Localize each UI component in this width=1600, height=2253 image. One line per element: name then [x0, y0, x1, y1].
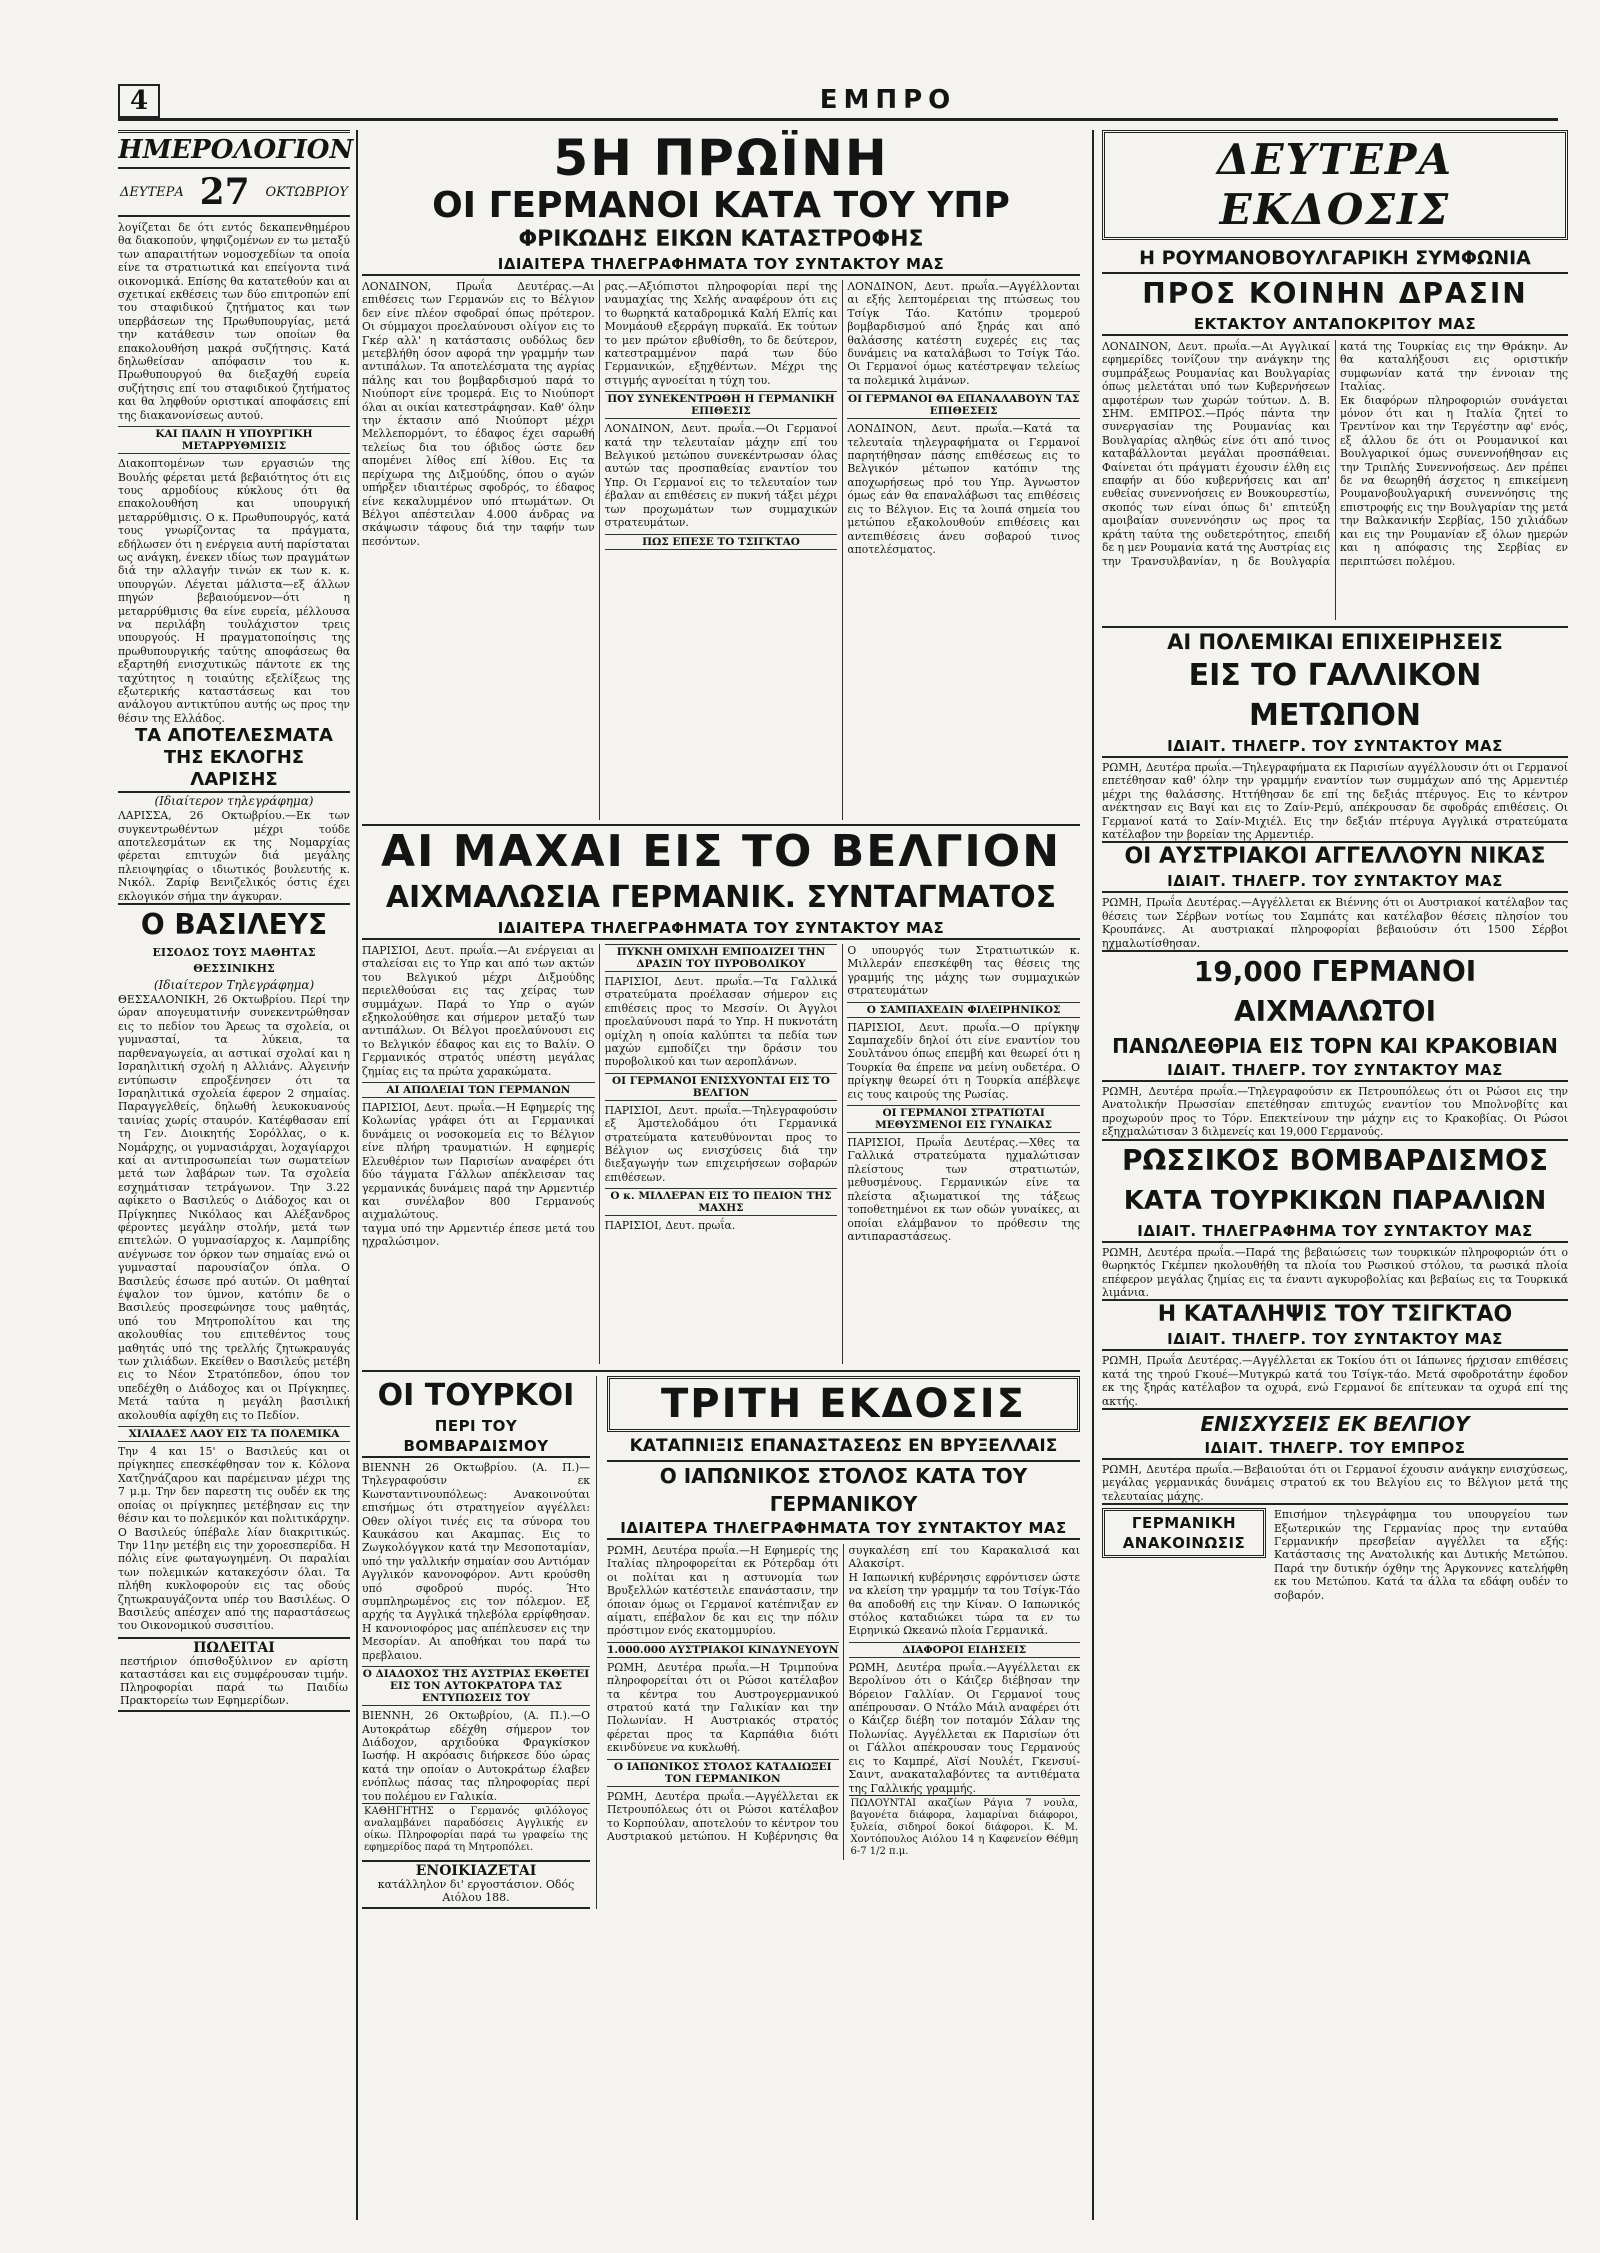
intro-article: λογίζεται δε ότι εντός δεκαπενθημέρου θα διακοπούν, ψηφιζομένων εν τω μεταξύ των απαραιτήτων νομοσχεδίων τα οποία είνε τα στρατιωτικά και επείγοντα τινά οικονομικά. Επίσης θα κατατεθούν και αι σχετικαί εκθέσεις των δύο επιτροπών επί του σταφιδικού ζητήματος και των υπερβάσεων της Πρωθυπουργίας, μετά την κατάθεσιν των οποίων θα επακολουθήση μακρά συζήτησις. Κατά δηλωθείσαν απόφασιν του κ. Πρωθυπουργού θα διεξαχθή ευρεία συζήτησις επί του σταφιδικού ζητήματος και θα ληφθούν οριστικαί αποφάσεις επί της διακανονίσεως αυτού.	[118, 221, 350, 422]
ministry-heading: ΚΑΙ ΠΑΛΙΝ Η ΥΠΟΥΡΓΙΚΗ ΜΕΤΑΡΡΥΘΜΙΣΙΣ	[118, 426, 350, 454]
tsingtao-fell-heading: ΠΩΣ ΕΠΕΣΕ ΤΟ ΤΣΙΓΚΤΑΟ	[605, 534, 838, 550]
panolethria-heading: ΠΑΝΩΛΕΘΡΙΑ ΕΙΣ ΤΟΡΝ ΚΑΙ ΚΡΑΚΟΒΙΑΝ	[1112, 1034, 1558, 1059]
calendar-title: ΗΜΕΡΟΛΟΓΙΟΝ	[118, 130, 350, 169]
million-heading: 1.000.000 ΑΥΣΤΡΙΑΚΟΙ ΚΙΝΔΥΝΕΥΟΥΝ	[607, 1643, 839, 1656]
center-column	[362, 130, 1080, 2220]
agreement-heading: Η ΡΟΥΜΑΝΟΒΟΥΛΓΑΡΙΚΗ ΣΥΜΦΩΝΙΑ	[1102, 244, 1568, 274]
muster-heading: ΧΙΛΙΑΔΕΣ ΛΑΟΥ ΕΙΣ ΤΑ ΠΟΛΕΜΙΚΑ	[118, 1426, 350, 1442]
renew-article: ΛΟΝΔΙΝΟΝ, Δευτ. πρωΐα.—Κατά τα τελευταία τηλεγραφήματα οι Γερμανοί παρητήθησαν πάσης επιθέσεως εις το Βελγικόν μέτωπον κατόπιν της αποχωρήσεως πρό του Υπρ. Άγνωστον όμως εάν θα επαναλάβωσι τας επιθέσεις εις το Βέλγιον. Εις τα λοιπά σημεία του μετώπου εξακολουθούν επιθέσεις και αντεπιθέσεις άνευ σοβαρού τινος αποτελέσματος.	[847, 422, 1080, 556]
reinforcements-belgium-article: ΡΩΜΗ, Δευτέρα πρωΐα.—Βεβαιούται ότι οι Γερμανοί έχουσιν ανάγκην ενισχύσεως, μεγάλας γερμανικάς δυνάμεις στρατού εκ του Βελγίου εις το Βέλγιον μετά της τελευταίας μάχης.	[1102, 1462, 1568, 1503]
captives-heading: 19,000 ΓΕΡΜΑΝΟΙ ΑΙΧΜΑΛΩΤΟΙ	[1102, 950, 1568, 1032]
cables-heading-3: ΙΔΙΑΙΤΕΡΑ ΤΗΛΕΓΡΑΦΗΜΑΤΑ ΤΟΥ ΣΥΝΤΑΚΤΟΥ ΜΑΣ	[607, 1518, 1080, 1540]
millerand-followup: Ο υπουργός των Στρατιωτικών κ. Μιλλεράν επεσκέφθη τας θέσεις της γραμμής της μάχης των συμμαχικών στρατευμάτων	[847, 944, 1080, 998]
losses-heading: ΑΙ ΑΠΩΛΕΙΑΙ ΤΩΝ ΓΕΡΜΑΝΩΝ	[362, 1082, 595, 1098]
king-source: (Ιδιαίτερον Τηλεγράφημα)	[153, 978, 315, 993]
turks-heading: ΟΙ ΤΟΥΡΚΟΙ	[377, 1378, 575, 1413]
calendar-day-name: ΔΕΥΤΕΡΑ	[120, 184, 184, 200]
dense-fog-heading: ΠΥΚΝΗ ΟΜΙΧΛΗ ΕΜΠΟΔΙΖΕΙ ΤΗΝ ΔΡΑΣΙΝ ΤΟΥ ΠΥΡΟΒΟΛΙΚΟΥ	[605, 944, 838, 972]
sambaxedin-article: ΠΑΡΙΣΙΟΙ, Δευτ. πρωΐα.—Ο πρίγκηψ Σαμπαχεδίν δηλοί ότι είνε εναντίον του Σουλτάνου όπως επεμβή και θεωρεί ότι η Τουρκία θα έπρεπε να μείνη ουδετέρα. Ο πρίγκηψ θεωρεί ότι η Τουρκία απέβλεψε εις τους καιρούς της Ρωσίας.	[847, 1020, 1080, 1101]
various-heading: ΔΙΑΦΟΡΟΙ ΕΙΔΗΣΕΙΣ	[849, 1642, 1081, 1658]
tsingtao-article: ΡΩΜΗ, Πρωΐα Δευτέρας.—Αγγέλλεται εκ Τοκίου ότι οι Ιάπωνες ήρχισαν επιθέσεις κατά της τηρού Γκουέ—Μυτγκρώ κατά του Τσίγκ-τάο. Μετά σφοδροτάτην έφοδον εκ της ξηράς κατέλαβον τα οχυρά, ενώ Γερμανοί δε επίτευκαν τα οχυρά επί της ακτής.	[1102, 1354, 1568, 1408]
right-column	[1092, 130, 1568, 2220]
calendar-box	[118, 130, 354, 217]
muster-article: Την 4 και 15' ο Βασιλεύς και οι πρίγκηπες επεσκέφθησαν τον κ. Κόλονα Χατζηνάζαρου και παρέμειναν μέχρι της 7 μ.μ. Την δεν παρεστη τις ουδέν εκ της οποίας οι πρίγκηπες μετέβησαν εις την θέσιν και το πολεμικόν και πολιτικάρχην. Ο Βασιλεύς ύπέβαλε λίαν διακριτικώς. Την 11ην μετέβη εις την χοροεσπερίδα. Η πόλις είνε φωταγωγημένη. Οι παραλίαι των πολεμικών κατακεχόσιν όλαι. Τα πλήθη κυκλοφορούν εις τας οδούς ζητωκραυγάζοντα υπέρ του Βασιλέως. Ο Βασιλεύς απέσχεν από της παραστάσεως του Οικονομικού συσσιτίου.	[118, 1445, 350, 1633]
austrians-article: ΡΩΜΗ, Πρωΐα Δευτέρας.—Αγγέλλεται εκ Βιέννης ότι οι Αυστριακοί κατέλαβον τας θέσεις των Σέρβων νοτίως του Σαμπάτς και κατέλαβον θέσεις πλησίον του Κρουπάνες. Αι αυστριακαί πληροφορίαι βεβαιούσιν ότι 1500 Σέρβοι ηχμαλωτίσθησαν.	[1102, 896, 1568, 950]
millerand-heading: Ο κ. ΜΙΛΛΕΡΑΝ ΕΙΣ ΤΟ ΠΕΔΙΟΝ ΤΗΣ ΜΑΧΗΣ	[605, 1188, 838, 1216]
morning-edition-heading: 5Η ΠΡΩΪΝΗ	[553, 130, 889, 187]
women-article: ΠΑΡΙΣΙΟΙ, Πρωΐα Δευτέρας.—Χθες τα Γαλλικά στρατεύματα ηχμαλώτισαν πλείστους των στρατιωτών, μεθυσμένους. Γερμανικών είνε τα πλείστα αξιωματικοί της τάξεως τοποθετημένοι εκ των οδών γυναίκες, αι οποίαι ελάμβανον το πρόθεσιν της αντιπαραστάσεως.	[847, 1136, 1080, 1243]
renew-heading: ΟΙ ΓΕΡΜΑΝΟΙ ΘΑ ΕΠΑΝΑΛΑΒΟΥΝ ΤΑΣ ΕΠΙΘΕΣΕΙΣ	[847, 393, 1080, 418]
larissa-source: (Ιδιαίτερον τηλεγράφημα)	[154, 794, 314, 809]
belgium-article-b: ταγμα υπό την Αρμεντιέρ έπεσε μετά του ηχραλώσιμον.	[362, 1221, 595, 1249]
rent-ad	[362, 1860, 590, 1909]
lower-center	[362, 1370, 1080, 1909]
dense-fog-article: ΠΑΡΙΣΙΟΙ, Δευτ. πρωΐα.—Τα Γαλλικά στρατεύματα προέλασαν σήμερον εις επιθέσεις προς το Μεσσίν. Οι Άγγλοι προελαύνουσι παρά το Υπρ. Η πυκνοτάτη ομίχλη η οποία καλύπτει τα πεδία των μαχών εμποδίζει την δράσιν του πυροβολικού και των αεροπλάνων.	[604, 975, 838, 1069]
bombardment-subheading: ΙΔΙΑΙΤ. ΤΗΛΕΓΡΑΦΗΜΑ ΤΟΥ ΣΥΝΤΑΚΤΟΥ ΜΑΣ	[1102, 1221, 1568, 1243]
belgium-articles	[362, 944, 1080, 1364]
tsingtao-fell-article: ΛΟΝΔΙΝΟΝ, Δευτ. πρωΐα.—Αγγέλλονται αι εξής λεπτομέρειαι της πτώσεως του Τσίγκ Τάο. Κατόπιν τρομερού βομβαρδισμού από ξηράς και από θαλάσσης κατέστη ευχερές εις τας δυνάμεις να καταλάβωσι το Τσίγκ Τάο. Οι Γερμανοί όμως κατέστρεψαν τελείως τα πολεμικά λιμάνων.	[847, 280, 1080, 387]
king-heading: Ο ΒΑΣΙΛΕΥΣ	[118, 903, 350, 945]
austrians-subheading: ΙΔΙΑΙΤ. ΤΗΛΕΓΡ. ΤΟΥ ΣΥΝΤΑΚΤΟΥ ΜΑΣ	[1102, 871, 1568, 893]
king-subheading: ΕΙΣΟΔΟΣ ΤΟΥΣ ΜΑΘΗΤΑΣ ΘΕΣΣΙΝΙΚΗΣ	[152, 946, 316, 976]
ypres-articles	[362, 280, 1080, 820]
ypres-article-a: ΛΟΝΔΙΝΟΝ, Πρωΐα Δευτέρας.—Αι επιθέσεις των Γερμανών εις το Βέλγιον δεν είνε πλέον σφοδραί όπως πρότερον. Οι σύμμαχοι προελαύνουσι ολίγον εις το Γκέρ αλλ' η κατάστασις ουδόλως δεν μετεβλήθη όσον αφορά την γραμμήν των αντιπάλων. Τα αποτελέσματα της αγρίας πάλης και του βομβαρδισμού παρά το Νιούπορτ είνε τρομερά. Εις το Νιούπορτ όλαι αι οικίαι κατεστράφησαν. Καθ' όλην την έκτασιν από Νιούπορτ μέχρι Μελλεπορμόντ, το έδαφος έχει σαρωθή τελείως δια του όβιδος ώστε δεν απομένει λίθος επί λίθου. Εις τα περίχωρα της Διξμούδης, όπου ο αγών υπήρξεν ιδιαιτέρως σφοδρός, το έδαφος είνε κεκαλυμμένον υπό πτωμάτων. Οι Βέλγοι απέστειλαν 4.000 άνδρας να σκάψωσιν τάφους διά την ταφήν των πεσόντων.	[362, 280, 595, 548]
tsingtao-heading: Η ΚΑΤΑΛΗΨΙΣ ΤΟΥ ΤΣΙΓΚΤΑΟ	[1102, 1299, 1568, 1329]
rent-ad-text: κατάλληλον δι' εργοστάσιον. Οδός Αιόλου 188.	[377, 1877, 575, 1904]
japan-fleet-heading: Ο ΙΑΠΩΝΙΚΟΣ ΣΤΟΛΟΣ ΚΑΤΑΔΙΩΞΕΙ ΤΟΝ ΓΕΡΜΑΝΙΚΟΝ	[607, 1759, 839, 1787]
women-heading: ΟΙ ΓΕΡΜΑΝΟΙ ΣΤΡΑΤΙΩΤΑΙ ΜΕΘΥΣΜΕΝΟΙ ΕΙΣ ΓΥΝΑΙΚΑΣ	[847, 1105, 1080, 1133]
third-edition-articles	[607, 1544, 1080, 1860]
larissa-heading: ΤΑ ΑΠΟΤΕΛΕΣΜΑΤΑ ΤΗΣ ΕΚΛΟΓΗΣ ΛΑΡΙΣΗΣ	[118, 725, 350, 793]
agreement-articles	[1102, 340, 1568, 620]
turkish-coast-heading: ΚΑΤΑ ΤΟΥΡΚΙΚΩΝ ΠΑΡΑΛΙΩΝ	[1123, 1185, 1547, 1216]
calendar-date	[118, 169, 350, 215]
teacher-ad: ΚΑΘΗΓΗΤΗΣ ο Γερμανός φιλόλογος αναλαμβάνει παραδόσεις Αγγλικής εν οίκω. Πληροφορίαι παρά τω γραφείω της εφημερίδος παρά τη Μητροπόλει.	[362, 1803, 590, 1856]
japan-fleet-article: ΡΩΜΗ, Δευτέρα πρωΐα.—Αγγέλλεται εκ Πετρουπόλεως ότι οι Ρώσοι κατέλαβον το Κορπούλαν, αποτελούν το κέντρον του Αυστριακού μετώπου. Η Κυβέρνησις θα συγκαλέση επί του Καρακαλισά και Αλακσίρτ.	[607, 1544, 1080, 1843]
third-article-b: Η Ιαπωνική κυβέρνησις εφρόντισεν ώστε να κλείση την γραμμήν τα του Τσίγκ-Τάο θα αποδοθή εις την Κίναν. Ο Ιαπωνικός στόλος καταδιώκει τώρα τα εν τω Ειρηνικώ Ωκεανώ πλοία Γερμανικά.	[848, 1570, 1080, 1638]
page-number: 4	[118, 84, 160, 118]
third-article-a: ΡΩΜΗ, Δευτέρα πρωΐα.—Η Εφημερίς της Ιταλίας πληροφορείται εκ Ρότερδαμ ότι οι πολίται και η αστυνομία των Βρυξελλών κατέστειλε επανάστασιν, την όποιαν όμως οι Γερμανοί κατέπνιξαν εν αίματι, επέβαλον δε και εις την πόλιν πρόστιμον ενός εκατομμυρίου.	[607, 1544, 839, 1638]
common-action-heading: ΠΡΟΣ ΚΟΙΝΗΝ ΔΡΑΣΙΝ	[1142, 277, 1528, 310]
captives-article: ΡΩΜΗ, Δευτέρα πρωΐα.—Τηλεγραφούσιν εκ Πετρουπόλεως ότι οι Ρώσοι εις την Ανατολικήν Πρωσσίαν επετέθησαν επιτυχώς εναντίον του Μπολνοβίτς και προχωρούν προς το Τόρν. Επεκτείνουν την μάχην εις το Κρακοβίας. Οι Ρώσοι εξηχμαλώτισαν 3 διλμενείς και 19,000 Γερμανούς.	[1102, 1085, 1568, 1139]
belgium-article-a: ΠΑΡΙΣΙΟΙ, Δευτ. πρωΐα.—Αι ενέργειαι αι σταλείσαι εις το Υπρ και από των ακτών του Βελγικού μέχρι Διξμούδης περιελθούσαι εις τας χείρας των συμμάχων. Παρά το Υπρ ο αγών εξηκολούθησε και σήμερον μεταξύ των αντιπάλων. Οι Βέλγοι προελαύνουσι εις το Βελγικόν έδαφος και εις το Βαλίν. Ο Γερμανικός στρατός υπέστη μεγάλας ζημίας εις τα πρώτα χαρακώματα.	[362, 944, 595, 1078]
second-edition-heading: ΔΕΥΤΕΡΑ ΕΚΔΟΣΙΣ	[1102, 130, 1568, 240]
horrific-scene-heading: ΦΡΙΚΩΔΗΣ ΕΙΚΩΝ ΚΑΤΑΣΤΡΟΦΗΣ	[518, 227, 924, 252]
battles-belgium-heading: ΑΙ ΜΑΧΑΙ ΕΙΣ ΤΟ ΒΕΛΓΙΟΝ	[362, 824, 1080, 878]
reinforcements-article: ΠΑΡΙΣΙΟΙ, Δευτ. πρωΐα.—Τηλεγραφούσιν εξ Άμστελοδάμου ότι Γερμανικά στρατεύματα κατευθύνονται προς το Βέλγιον ως ενισχύσεις διά την διεξαγωγήν των επιχειρήσεων σοβαρών επιθέσεων.	[604, 1103, 838, 1184]
millerand-article: ΠΑΡΙΣΙΟΙ, Δευτ. πρωΐα.	[604, 1219, 736, 1233]
austria-article: ΒΙΕΝΝΗ, 26 Οκτωβρίου, (Α. Π.).—Ο Αυτοκράτωρ εδέχθη σήμερον τον Διάδοχον, αρχιδούκα Φραγκίσκον Ιωσήφ. Η ακρόασις διήρκεσε δύο ώρας κατά την οποίαν ο Αυτοκράτωρ έλαβεν ενόπλως πάσας τας πληροφορίας περί του πολέμου εν Γαλικία.	[362, 1709, 590, 1803]
cables-heading: ΙΔΙΑΙΤΕΡΑ ΤΗΛΕΓΡΑΦΗΜΑΤΑ ΤΟΥ ΣΥΝΤΑΚΤΟΥ ΜΑΣ	[362, 254, 1080, 276]
germans-ypres-heading: ΟΙ ΓΕΡΜΑΝΟΙ ΚΑΤΑ ΤΟΥ ΥΠΡ	[432, 185, 1010, 226]
austrians-heading: ΟΙ ΑΥΣΤΡΙΑΚΟΙ ΑΓΓΕΛΛΟΥΝ ΝΙΚΑΣ	[1102, 841, 1568, 871]
operations-article: ΡΩΜΗ, Δευτέρα πρωΐα.—Τηλεγραφήματα εκ Παρισίων αγγέλλουσιν ότι οι Γερμανοί επετέθησαν καθ' όλην την γραμμήν εναντίον των συμμάχων από της Αρμεντιέρ μέχρι της θαλάσσης. Ηττήθησαν δε επί της δεξιάς πτέρυγος. Εις το κέντρον ανέκτησαν εις Βαγί και εις το Ζαίν-Ρεμύ, απέκρουσαν δε σφοδράς επιθέσεις. Οι Γερμανοί κατά το Σαίν-Μιχιέλ. Εις την δεξιάν πτέρυγα Αγγλικά στρατεύματα κατέλαβον την βορείαν της Αρμεντιέρ.	[1102, 761, 1568, 842]
reinforcements-belgium-subheading: ΙΔΙΑΙΤ. ΤΗΛΕΓΡ. ΤΟΥ ΕΜΠΡΟΣ	[1102, 1438, 1568, 1460]
extra-correspondent-heading: ΕΚΤΑΚΤΟΥ ΑΝΤΑΠΟΚΡΙΤΟΥ ΜΑΣ	[1102, 314, 1568, 336]
page-header-bar	[118, 84, 1558, 121]
ministry-article: Διακοπτομένων των εργασιών της Βουλής φέρεται μετά βεβαιότητος ότι εις τους αρμοδίους κύκλους ότι θα επακολουθήση και υπουργική μεταρρύθμισις. Ο κ. Πρωθυπουργός, κατά τους γνωρίζοντας τα πράγματα, εδήλωσεν ότι η ενέργεια αυτή παρίσταται ως ανάγκη, ένεκεν ιδίως των πραγμάτων διά την αλλαγήν τινών εκ των κ. κ. υπουργών. Λέγεται μάλιστα—εξ άλλων πηγών βεβαιούμενον—ότι η μεταρρύθμισις θα είνε ευρεία, μέλλουσα να περιλάβη τουλάχιστον τρεις υπουργούς. Η πραγματοποίησις της πρωθυπουργικής ταύτης αποφάσεως θα εξαρτηθή ενισχυτικώς πάντοτε εκ της ταχύτητος η τοιαύτης εξελίξεως της εξωτερικής καταστάσεως και του ανάλογου αντικτύπου αυτής ως προς την θέσιν της Ελλάδος.	[118, 457, 350, 725]
turks-article: ΒΙΕΝΝΗ 26 Οκτωβρίου. (Α. Π.)—Τηλεγραφούσιν εκ Κωνσταντινουπόλεως: Ανακοινούται επισήμως ότι στρατηγείον αγγέλλει: Οθεν ολίγοι τινές εις τα σύνορα του Καυκάσου και Ακαμπας. Εις το Ζωγκολόγγκον κατά την Μεσοποταμίαν, υπό την γαλλικήν σημαίαν σου Αντιόμαν Αγγλικόν κανονοφόρον. Αντι κρούσθη υπό σφοδρού πυρός. Ήτο συμπληρωμένος εις τον πόλεμον. Εξ αρχής τα Αγγλικά τηλεβόλα ερρίφθησαν. Η κανονιοφόρος μας απέπλευσεν εις την Μεσορίαν. Αι αποθήκαι του παρά τω πρεβλαιου.	[362, 1461, 590, 1662]
austria-heading: Ο ΔΙΑΔΟΧΟΣ ΤΗΣ ΑΥΣΤΡΙΑΣ ΕΚΘΕΤΕΙ ΕΙΣ ΤΟΝ ΑΥΤΟΚΡΑΤΟΡΑ ΤΑΣ ΕΝΤΥΠΩΣΕΙΣ ΤΟΥ	[362, 1668, 590, 1705]
bombardment-heading: ΡΩΣΣΙΚΟΣ ΒΟΜΒΑΡΔΙΣΜΟΣ	[1102, 1139, 1568, 1181]
announcement-heading: ΓΕΡΜΑΝΙΚΗ ΑΝΑΚΟΙΝΩΣΙΣ	[1102, 1508, 1266, 1558]
masthead-title: ΕΜΠΡΟ	[819, 85, 957, 115]
concentration-heading: ΠΟΥ ΣΥΝΕΚΕΝΤΡΩΘΗ Η ΓΕΡΜΑΝΙΚΗ ΕΠΙΘΕΣΙΣ	[605, 391, 838, 419]
japanese-heading: Ο ΙΑΠΩΝΙΚΟΣ ΣΤΟΛΟΣ ΚΑΤΑ ΤΟΥ ΓΕΡΜΑΝΙΚΟΥ	[659, 1464, 1028, 1516]
turks-section	[362, 1376, 597, 1909]
captives-subheading: ΙΔΙΑΙΤ. ΤΗΛΕΓΡ. ΤΟΥ ΣΥΝΤΑΚΤΟΥ ΜΑΣ	[1102, 1060, 1568, 1082]
ypres-article-b: ρας.—Αξιόπιστοι πληροφορίαι περί της ναυμαχίας της Χελής αναφέρουν ότι εις το θωρηκτά καταδρομικά Καλή Ελπίς και Μονμάουθ εξερράγη πυρκαϊά. Εκ τούτων το μεν πρώτον εβυθίσθη, το δε δεύτερον, κατεστραμμένον παρά των δύο Γερμανικών, εξηχθέντων. Μέχρι της στιγμής αγνοείται η τύχη του.	[604, 280, 838, 387]
sale-ad-2: ΠΩΛΟΥΝΤΑΙ ακαζίων Ράγια 7 νουλα, βαγονέτα διάφορα, λαμαρίναι διάφοροι, ξυλεία, σιδηροί δοκοί διάφοροι. Κ. Μ. Χοντόπουλος Αιόλου 14 η Καφενείον Θέθμη 6-7 1/2 π.μ.	[849, 1795, 1081, 1860]
million-article: ΡΩΜΗ, Δευτέρα πρωΐα.—Η Τριμπούνα πληροφορείται ότι οι Ρώσοι κατέλαβον τα κέντρα του Αυστρογερμανικού στρατού κατά την Γαλικίαν και την Πολωνίαν. Η Αυστριακός στρατός φέρεται προς τα Καρπάθια διότι εκινδύνευε να κυκλωθή.	[607, 1660, 839, 1755]
turks-subheading: ΠΕΡΙ ΤΟΥ ΒΟΜΒΑΡΔΙΣΜΟΥ	[362, 1416, 590, 1458]
bombardment-article: ΡΩΜΗ, Δευτέρα πρωΐα.—Παρά της βεβαιώσεις των τουρκικών πληροφοριών ότι ο θωρηκτός Γκέμπεν ηκολουθήθη τα πλοία του Ρωσικού στόλου, τα ρωσικά πλοία επέφερον μεγάλας ζημίας εις τα έναντι αγκυροβολίας και βεβαίως εις τα Τουρκικά λιμάνια.	[1102, 1245, 1568, 1299]
calendar-day-number: 27	[199, 171, 250, 213]
announcement-section	[1102, 1503, 1568, 1602]
operations-subheading: ΙΔΙΑΙΤ. ΤΗΛΕΓΡ. ΤΟΥ ΣΥΝΤΑΚΤΟΥ ΜΑΣ	[1102, 736, 1568, 758]
larissa-article: ΛΑΡΙΣΣΑ, 26 Οκτωβρίου.—Εκ των συγκεντρωθέντων μέχρι τούδε αποτελεσμάτων εκ της Νομαρχίας φέρεται επιτυχών διά μεγάλης πλειοψηφίας ο ιδιωτικός βουλευτής κ. Νικόλ. Ζαρίφ Βενιζελικός όστις έχει εκλογικόν σήμα την άγκυραν.	[118, 809, 350, 903]
rent-ad-title: ΕΝΟΙΚΙΑΖΕΤΑΙ	[415, 1862, 537, 1879]
reinforcements-heading: ΟΙ ΓΕΡΜΑΝΟΙ ΕΝΙΣΧΥΟΝΤΑΙ ΕΙΣ ΤΟ ΒΕΛΓΙΟΝ	[605, 1073, 838, 1101]
third-edition-section	[607, 1376, 1080, 1909]
losses-article: ΠΑΡΙΣΙΟΙ, Δευτ. πρωΐα.—Η Εφημερίς της Κολωνίας γράφει ότι αι Γερμανικαί δυνάμεις οι νοσοκομεία εις το Βέλγιον είνε πλήρη τραυματιών. Η εφημερίς Ελευθέριον των Παρισίων αναφέρει ότι δύο τάγματα Γάλλων απέκλεισαν τας γερμανικάς δυνάμεις παρά την Αρμεντιέρ και συνέλαβον 800 Γερμανούς αιχμαλώτους.	[362, 1101, 595, 1222]
left-column	[118, 130, 358, 2220]
concentration-article: ΛΟΝΔΙΝΟΝ, Δευτ. πρωΐα.—Οι Γερμανοί κατά την τελευταίαν μάχην επί του Βελγικού μετώπου συνεκέντρωσαν όλας αυτών τας προσπαθείας εναντίον του Υπρ. Οι Γερμανοί εις το τελευταίον των έβαλαν αι επιθέσεις εν πυκνή τάξει μέχρι των προχωμάτων των συμμαχικών στρατευμάτων.	[604, 422, 838, 530]
captivity-heading: ΑΙΧΜΑΛΩΣΙΑ ΓΕΡΜΑΝΙΚ. ΣΥΝΤΑΓΜΑΤΟΣ	[385, 880, 1057, 915]
king-article: ΘΕΣΣΑΛΟΝΙΚΗ, 26 Οκτωβρίου. Περί την ώραν απογευματινήν συνεκεντρώθησαν εις το πεδίον του Άρεως τα σχολεία, οι γυμνασταί, τα λύκεια, τα παρθεναγωγεία, αι αστικαί σχολαί και η Ισραηλιτική σχολή η Αλλιάνς. Αλγεινήν εντύπωσιν επροξένησεν ότι τα Ισραηλιτικά σχολεία έφερον 2 σημαίας. Παραγγελθείς, δηλωθή λευκοκυανούς ταινίας χωρίς σταυρόν. Κατέφθασαν επί τη Γεν. Διοικητής Σορόλλας, ο κ. Νομάρχης, οι γυμνασιάρχαι, λοχαγίαρχοι καί αι αντιπροσωπείαι των σωματείων μετά των λαβάρων των. Τα σχολεία εσχημάτισαν τετράγωνον. Την 3.22 αφίκετο ο Βασιλεύς ο Διάδοχος και οι Πρίγκηπες Νικόλαος και Αλέξανδρος φέροντες μεγάλην στολήν, μετά των επιτελών. Ο γυμνασίαρχος κ. Λαμπρίδης ανέγνωσε τον όρκον των σημαίας ενώ οι γυμνασταί παρουσίαζον όπλα. Ο Βασιλεύς έσωσε πρό αυτών. Οι μαθηταί έψαλον τον ύμνον, κατόπιν δε ο Βασιλεύς προσεφώνησε τους μαθητάς, υπό του Μητροπολίτου και της ακολουθίας του επιτεθέντος τους μαθητάς υπό της τρελλής ζητωκραυγάς των χιλιάδων. Εκείθεν ο Βασιλεύς μετέβη εις το Νέον Στρατόπεδον, όπου τον υπεδέχθη ο Διάδοχος και οι Πρίγκηπες. Μετά ταύτα η μεγάλη βασιλική ακολουθία αφίχθη εις το Πεδίον.	[118, 993, 350, 1422]
cables-heading-2: ΙΔΙΑΙΤΕΡΑ ΤΗΛΕΓΡΑΦΗΜΑΤΑ ΤΟΥ ΣΥΝΤΑΚΤΟΥ ΜΑΣ	[362, 918, 1080, 940]
various-article: ΡΩΜΗ, Δευτέρα πρωΐα.—Αγγέλλεται εκ Βερολίνου ότι ο Κάιζερ διέβησαν την Βόρειον Γαλλίαν. Οι Γερμανοί τους απέπρουσαν. Ο Ντάλο Μάιλ αναφέρει ότι ο Κάιζερ διέβη τον ποταμόν Σάλαν της Πολωνίας. Αγγέλλεται εκ Παρισίων ότι οι Γάλλοι απέκρουσαν τους Γερμανούς εις το Καμπρέ, Αϊσί Νουλέτ, Γκενσυί-Σαιντ, ανακαταλαβόντες τα αντιθέματα της Γαλλικής γραμμής.	[848, 1660, 1080, 1795]
sale-ad-text: πεστήριον όπισθοξύλινον εν αρίστη καταστάσει και εις συμφέρουσαν τιμήν. Πληροφορίαι παρά τω Παιδίω Πρακτορείω των Εφημερίδων.	[120, 1654, 348, 1707]
reinforcements-belgium-heading: ΕΝΙΣΧΥΣΕΙΣ ΕΚ ΒΕΛΓΙΟΥ	[1102, 1408, 1568, 1438]
third-edition-heading: ΤΡΙΤΗ ΕΚΔΟΣΙΣ	[607, 1376, 1080, 1432]
sambaxedin-heading: Ο ΣΑΜΠΑΧΕΔΙΝ ΦΙΛΕΙΡΗΝΙΚΟΣ	[847, 1002, 1080, 1018]
calendar-month: ΟΚΤΩΒΡΙΟΥ	[265, 184, 348, 200]
operations-heading: ΑΙ ΠΟΛΕΜΙΚΑΙ ΕΠΙΧΕΙΡΗΣΕΙΣ	[1102, 626, 1568, 656]
brussels-heading: ΚΑΤΑΠΝΙΞΙΣ ΕΠΑΝΑΣΤΑΣΕΩΣ ΕΝ ΒΡΥΞΕΛΛΑΙΣ	[607, 1432, 1080, 1462]
sale-ad	[118, 1637, 350, 1712]
agreement-article: ΛΟΝΔΙΝΟΝ, Δευτ. πρωΐα.—Αι Αγγλικαί εφημερίδες τονίζουν την ανάγκην της συμπράξεως Ρουμανίας και Βουλγαρίας όπως μελετάται υπό των Κυβερνήσεων αμφοτέρων των χωρών τούτων. Δ. Β. ΣΗΜ. ΕΜΠΡΟΣ.—Πρός πάντα την συνεργασίαν της Ρουμανίας και Βουλγαρίας αληθώς είνε ότι από τινος καταβάλλονται μεγάλαι προσπάθειαι. Φαίνεται ότι πράγματι έχουσιν έλθη εις επαφήν αι δύο κυβερνήσεις και απ' ευθείας συνεννοήσεις εν Βουκουρεστίω, σκοπός των είναι όπως δι' επιτεύξη αμοιβαίαν συνεννόησιν ως προς τα κράτη ταύτα της ουδετερότητος, επειδή δε η μεν Ρουμανία κατά της Αυστρίας εις την Τρανσυλβανίαν, η δε Βουλγαρία κατά της Τουρκίας εις την Θράκην. Αν θα καταλήξουσι εις οριστικήν συμφωνίαν κατά την έννοιαν της Ιταλίας.	[1102, 340, 1568, 568]
announcement-article: Επισήμον τηλεγράφημα του υπουργείου των Εξωτερικών της Γερμανίας προς την ενταύθα Γερμανικήν πρεσβείαν αγγέλλει τα εξής: Κατάστασις της Ανατολικής και Δυτικής Μετώπου. Παρά την δυτικήν όχθην της Άργκοννες κατελήφθη εκ του Μετώπου. Κατά τα άλλα τα εδάφη ουδέν το σοβαρόν.	[1274, 1508, 1568, 1602]
agreement-article-b: Εκ διαφόρων πληροφοριών συνάγεται μόνον ότι και η Ιταλία ζητεί το Τρεντίνον και την Τεργέστην αφ' ενός, εξ άλλου δε ότι οι Ρουμανικοί και Βουλγαρικοί όμως συνεννοήθησαν εις την Τριπλής Συνεννοήσεως. Δεν πρέπει δε να θεωρηθή άσχετος η επικείμενη Ρουμανοβουλγαρική συνεννόησις της επιστροφής εις την Βουλγαρίαν της μετά την Βαλκανικήν Σερβίας, 150 χιλιάδων και εις την Ρουμανίαν εξ όλων ημερών και η απόφασις της Σερβίας εν περιπτώσει πολέμου.	[1340, 393, 1568, 568]
sale-ad-title: ΠΩΛΕΙΤΑΙ	[193, 1639, 275, 1656]
tsingtao-subheading: ΙΔΙΑΙΤ. ΤΗΛΕΓΡ. ΤΟΥ ΣΥΝΤΑΚΤΟΥ ΜΑΣ	[1102, 1329, 1568, 1351]
french-front-heading: ΕΙΣ ΤΟ ΓΑΛΛΙΚΟΝ ΜΕΤΩΠΟΝ	[1188, 658, 1482, 733]
